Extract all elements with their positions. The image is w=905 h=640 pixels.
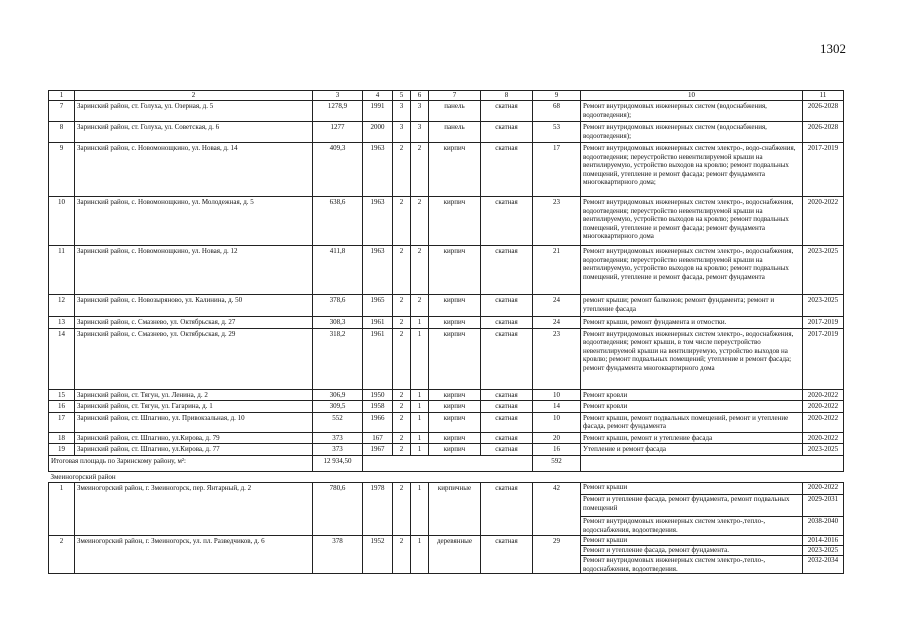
row-number: 9 [49, 143, 75, 197]
roof-type-cell: скатная [481, 122, 533, 143]
area-cell: 378 [313, 536, 363, 574]
row-number: 13 [49, 317, 75, 329]
year-cell: 2000 [363, 122, 393, 143]
table-row [49, 401, 844, 413]
entrances-cell: 1 [411, 389, 429, 401]
entrances-cell: 1 [411, 412, 429, 432]
wall-material-cell: кирпич [429, 412, 481, 432]
area-cell: 409,3 [313, 143, 363, 197]
housing-repair-table [48, 90, 844, 574]
area-cell: 373 [313, 444, 363, 456]
period-cell: 2017-2019 [803, 317, 844, 329]
entrances-cell: 1 [411, 444, 429, 456]
row-number: 14 [49, 328, 75, 389]
entrances-cell: 1 [411, 483, 429, 536]
wall-material-cell: кирпич [429, 401, 481, 413]
wear-cell: 42 [533, 483, 581, 536]
section-title: Змеиногорский район [49, 471, 844, 483]
total-spacer [581, 455, 844, 471]
roof-type-cell: скатная [481, 401, 533, 413]
wall-material-cell: кирпич [429, 197, 481, 246]
area-cell: 306,9 [313, 389, 363, 401]
roof-type-cell: скатная [481, 483, 533, 536]
roof-type-cell: скатная [481, 295, 533, 317]
year-cell: 1961 [363, 328, 393, 389]
entrances-cell: 2 [411, 246, 429, 295]
area-cell: 1278,9 [313, 101, 363, 122]
column-header: 1 [49, 91, 75, 101]
wall-material-cell: кирпичные [429, 483, 481, 536]
table-row [49, 389, 844, 401]
column-header: 4 [363, 91, 393, 101]
column-header: 10 [581, 91, 803, 101]
year-cell: 1966 [363, 412, 393, 432]
address-cell: Заринский район, ст. Голуха, ул. Советская, д. 6 [75, 122, 313, 143]
row-number: 17 [49, 412, 75, 432]
period-cell: 2023-2025 [803, 295, 844, 317]
row-number: 19 [49, 444, 75, 456]
roof-type-cell: скатная [481, 389, 533, 401]
row-number: 7 [49, 101, 75, 122]
address-cell: Заринский район, с. Смазнево, ул. Октябрьская, д. 27 [75, 317, 313, 329]
period-cell: 2020-2022 [803, 412, 844, 432]
roof-type-cell: скатная [481, 197, 533, 246]
wear-cell: 16 [533, 444, 581, 456]
row-number: 18 [49, 432, 75, 444]
total-area: 12 934,50 [313, 455, 363, 471]
table-row [49, 122, 844, 143]
wall-material-cell: кирпич [429, 328, 481, 389]
work-type-cell: Ремонт крыши, ремонт фундамента и отмостки. [581, 317, 803, 329]
year-cell: 167 [363, 432, 393, 444]
work-type-cell: Ремонт и утепление фасада, ремонт фундамента, ремонт подвальных помещений [581, 495, 803, 517]
entrances-cell: 3 [411, 101, 429, 122]
wall-material-cell: кирпич [429, 295, 481, 317]
year-cell: 1991 [363, 101, 393, 122]
wear-cell: 24 [533, 295, 581, 317]
period-cell: 2023-2025 [803, 546, 844, 556]
floors-cell: 2 [393, 328, 411, 389]
wear-cell: 20 [533, 432, 581, 444]
period-cell: 2014-2016 [803, 536, 844, 546]
work-type-cell: Ремонт внутридомовых инженерных систем электро-, водоснабжения, водоотведения; переустройство невентилируемой крыши на вентилируемую, устройство выходов на кровлю; ремонт подвальных помещений, утепление и ремонт фасада; ремонт фундамента многоквартирного дома [581, 197, 803, 246]
roof-type-cell: скатная [481, 412, 533, 432]
year-cell: 1958 [363, 401, 393, 413]
table-row [49, 412, 844, 432]
address-cell: Заринский район, ст. Шпагино, ул. Привокзальная, д. 10 [75, 412, 313, 432]
area-cell: 638,6 [313, 197, 363, 246]
wear-cell: 17 [533, 143, 581, 197]
total-row [49, 455, 844, 471]
floors-cell: 2 [393, 432, 411, 444]
address-cell: Заринский район, ст. Шпагино, ул.Кирова, д. 79 [75, 432, 313, 444]
wall-material-cell: панель [429, 122, 481, 143]
entrances-cell: 1 [411, 328, 429, 389]
work-type-cell: Ремонт крыши [581, 536, 803, 546]
row-number: 1 [49, 483, 75, 536]
table-row [49, 101, 844, 122]
table-row [49, 536, 844, 546]
period-cell: 2017-2019 [803, 328, 844, 389]
area-cell: 378,6 [313, 295, 363, 317]
entrances-cell: 3 [411, 122, 429, 143]
floors-cell: 2 [393, 483, 411, 536]
column-header: 5 [393, 91, 411, 101]
floors-cell: 2 [393, 197, 411, 246]
column-header: 8 [481, 91, 533, 101]
year-cell: 1978 [363, 483, 393, 536]
table-row [49, 197, 844, 246]
roof-type-cell: скатная [481, 536, 533, 574]
entrances-cell: 1 [411, 317, 429, 329]
period-cell: 2020-2022 [803, 197, 844, 246]
area-cell: 373 [313, 432, 363, 444]
wall-material-cell: кирпич [429, 317, 481, 329]
column-header: 7 [429, 91, 481, 101]
address-cell: Змеиногорский район, г. Змеиногорск, пер. Янтарный, д. 2 [75, 483, 313, 536]
table-row [49, 483, 844, 495]
table-row [49, 328, 844, 389]
address-cell: Заринский район, ст. Голуха, ул. Озерная, д. 5 [75, 101, 313, 122]
work-type-cell: Ремонт и утепление фасада, ремонт фундамента. [581, 546, 803, 556]
row-number: 16 [49, 401, 75, 413]
address-cell: Змеиногорский район, г. Змеиногорск, ул. пл. Разведчиков, д. 6 [75, 536, 313, 574]
floors-cell: 2 [393, 246, 411, 295]
work-type-cell: Ремонт кровли [581, 401, 803, 413]
period-cell: 2032-2034 [803, 556, 844, 574]
wear-cell: 21 [533, 246, 581, 295]
wear-cell: 68 [533, 101, 581, 122]
address-cell: Заринский район, с. Новомонощкино, ул. Новая, д. 14 [75, 143, 313, 197]
area-cell: 411,8 [313, 246, 363, 295]
area-cell: 309,5 [313, 401, 363, 413]
header-row [49, 91, 844, 101]
roof-type-cell: скатная [481, 101, 533, 122]
column-header: 3 [313, 91, 363, 101]
row-number: 8 [49, 122, 75, 143]
floors-cell: 2 [393, 444, 411, 456]
floors-cell: 2 [393, 317, 411, 329]
wear-cell: 23 [533, 197, 581, 246]
work-type-cell: Ремонт крыши, ремонт и утепление фасада [581, 432, 803, 444]
period-cell: 2020-2022 [803, 432, 844, 444]
work-type-cell: Ремонт внутридомовых инженерных систем электро-, водоснабжения, водоотведения; переустройство невентилируемой крыши на вентилируемую, устройство выходов на кровлю; ремонт подвальных помещений, утепление и ремонт фасада, ремонт фундамента [581, 246, 803, 295]
year-cell: 1963 [363, 143, 393, 197]
area-cell: 552 [313, 412, 363, 432]
work-type-cell: Ремонт крыши [581, 483, 803, 495]
row-number: 11 [49, 246, 75, 295]
table-row [49, 432, 844, 444]
period-cell: 2026-2028 [803, 122, 844, 143]
year-cell: 1961 [363, 317, 393, 329]
work-type-cell: Ремонт внутридомовых инженерных систем электро-,тепло-, водоснабжения, водоотведения. [581, 517, 803, 536]
address-cell: Заринский район, ст. Шпагино, ул.Кирова, д. 77 [75, 444, 313, 456]
address-cell: Заринский район, с. Новомонощкино, ул. Молодежная, д. 5 [75, 197, 313, 246]
address-cell: Заринский район, ст. Тягун, ул. Ленина, д. 2 [75, 389, 313, 401]
wall-material-cell: деревянные [429, 536, 481, 574]
row-number: 12 [49, 295, 75, 317]
table-row [49, 444, 844, 456]
roof-type-cell: скатная [481, 328, 533, 389]
table-row [49, 143, 844, 197]
total-label: Итоговая площадь по Заринскому району, м²: [49, 455, 313, 471]
total-wear: 592 [533, 455, 581, 471]
address-cell: Заринский район, ст. Тягун, ул. Гагарина, д. 1 [75, 401, 313, 413]
period-cell: 2020-2022 [803, 389, 844, 401]
period-cell: 2017-2019 [803, 143, 844, 197]
table-row [49, 246, 844, 295]
address-cell: Заринский район, с. Смазнево, ул. Октябрьская, д. 29 [75, 328, 313, 389]
period-cell: 2020-2022 [803, 401, 844, 413]
area-cell: 308,3 [313, 317, 363, 329]
wear-cell: 53 [533, 122, 581, 143]
wall-material-cell: кирпич [429, 389, 481, 401]
floors-cell: 2 [393, 401, 411, 413]
floors-cell: 2 [393, 412, 411, 432]
area-cell: 780,6 [313, 483, 363, 536]
area-cell: 1277 [313, 122, 363, 143]
wall-material-cell: кирпич [429, 143, 481, 197]
roof-type-cell: скатная [481, 143, 533, 197]
wear-cell: 10 [533, 389, 581, 401]
wear-cell: 14 [533, 401, 581, 413]
year-cell: 1965 [363, 295, 393, 317]
address-cell: Заринский район, с. Новомонощкино, ул. Новая, д. 12 [75, 246, 313, 295]
roof-type-cell: скатная [481, 444, 533, 456]
year-cell: 1952 [363, 536, 393, 574]
entrances-cell: 2 [411, 197, 429, 246]
period-cell: 2023-2025 [803, 246, 844, 295]
entrances-cell: 2 [411, 295, 429, 317]
work-type-cell: Ремонт внутридомовых инженерных систем (водоснабжения, водоотведения); [581, 122, 803, 143]
floors-cell: 3 [393, 101, 411, 122]
floors-cell: 2 [393, 389, 411, 401]
section-row [49, 471, 844, 483]
work-type-cell: Ремонт внутридомовых инженерных систем (водоснабжения, водоотведения); [581, 101, 803, 122]
total-spacer [363, 455, 533, 471]
floors-cell: 2 [393, 143, 411, 197]
year-cell: 1967 [363, 444, 393, 456]
entrances-cell: 1 [411, 536, 429, 574]
wear-cell: 24 [533, 317, 581, 329]
column-header: 11 [803, 91, 844, 101]
floors-cell: 2 [393, 295, 411, 317]
entrances-cell: 2 [411, 143, 429, 197]
work-type-cell: ремонт крыши; ремонт балконов; ремонт фундамента; ремонт и утепление фасада [581, 295, 803, 317]
row-number: 10 [49, 197, 75, 246]
page-number: 1302 [820, 41, 846, 56]
entrances-cell: 1 [411, 432, 429, 444]
year-cell: 1963 [363, 246, 393, 295]
wear-cell: 29 [533, 536, 581, 574]
period-cell: 2038-2040 [803, 517, 844, 536]
floors-cell: 2 [393, 536, 411, 574]
floors-cell: 3 [393, 122, 411, 143]
work-type-cell: Утепление и ремонт фасада [581, 444, 803, 456]
column-header: 9 [533, 91, 581, 101]
wear-cell: 23 [533, 328, 581, 389]
row-number: 15 [49, 389, 75, 401]
wall-material-cell: кирпич [429, 444, 481, 456]
entrances-cell: 1 [411, 401, 429, 413]
table-row [49, 295, 844, 317]
wall-material-cell: панель [429, 101, 481, 122]
wall-material-cell: кирпич [429, 246, 481, 295]
year-cell: 1963 [363, 197, 393, 246]
work-type-cell: Ремонт кровли [581, 389, 803, 401]
work-type-cell: Ремонт крыши, ремонт подвальных помещений, ремонт и утепление фасада, ремонт фундамента [581, 412, 803, 432]
work-type-cell: Ремонт внутридомовых инженерных систем электро-, водо-снабжения, водоотведения; переустройство невентилируемой крыши на вентилируемую, устройство выходов на кровлю; ремонт подвальных помещений, утепление и ремонт фасада; ремонт фундамента многоквартирного дома; [581, 143, 803, 197]
period-cell: 2026-2028 [803, 101, 844, 122]
address-cell: Заринский район, с. Новозыряново, ул. Калинина, д. 50 [75, 295, 313, 317]
roof-type-cell: скатная [481, 432, 533, 444]
roof-type-cell: скатная [481, 246, 533, 295]
period-cell: 2023-2025 [803, 444, 844, 456]
work-type-cell: Ремонт внутридомовых инженерных систем электро-,тепло-, водоснабжения, водоотведения. [581, 556, 803, 574]
wall-material-cell: кирпич [429, 432, 481, 444]
wear-cell: 10 [533, 412, 581, 432]
table-row [49, 317, 844, 329]
column-header: 6 [411, 91, 429, 101]
work-type-cell: Ремонт внутридомовых инженерных систем электро-, водоснабжения, водоотведения; ремонт крыши, в том числе переустройство невентилируемой крыши на вентилируемую, устройство выходов на кровлю; ремонт подвальных помещений; утепление и ремонт фасада; ремонт фундамента многоквартирного дома [581, 328, 803, 389]
period-cell: 2029-2031 [803, 495, 844, 517]
area-cell: 318,2 [313, 328, 363, 389]
period-cell: 2020-2022 [803, 483, 844, 495]
row-number: 2 [49, 536, 75, 574]
column-header: 2 [75, 91, 313, 101]
roof-type-cell: скатная [481, 317, 533, 329]
year-cell: 1950 [363, 389, 393, 401]
